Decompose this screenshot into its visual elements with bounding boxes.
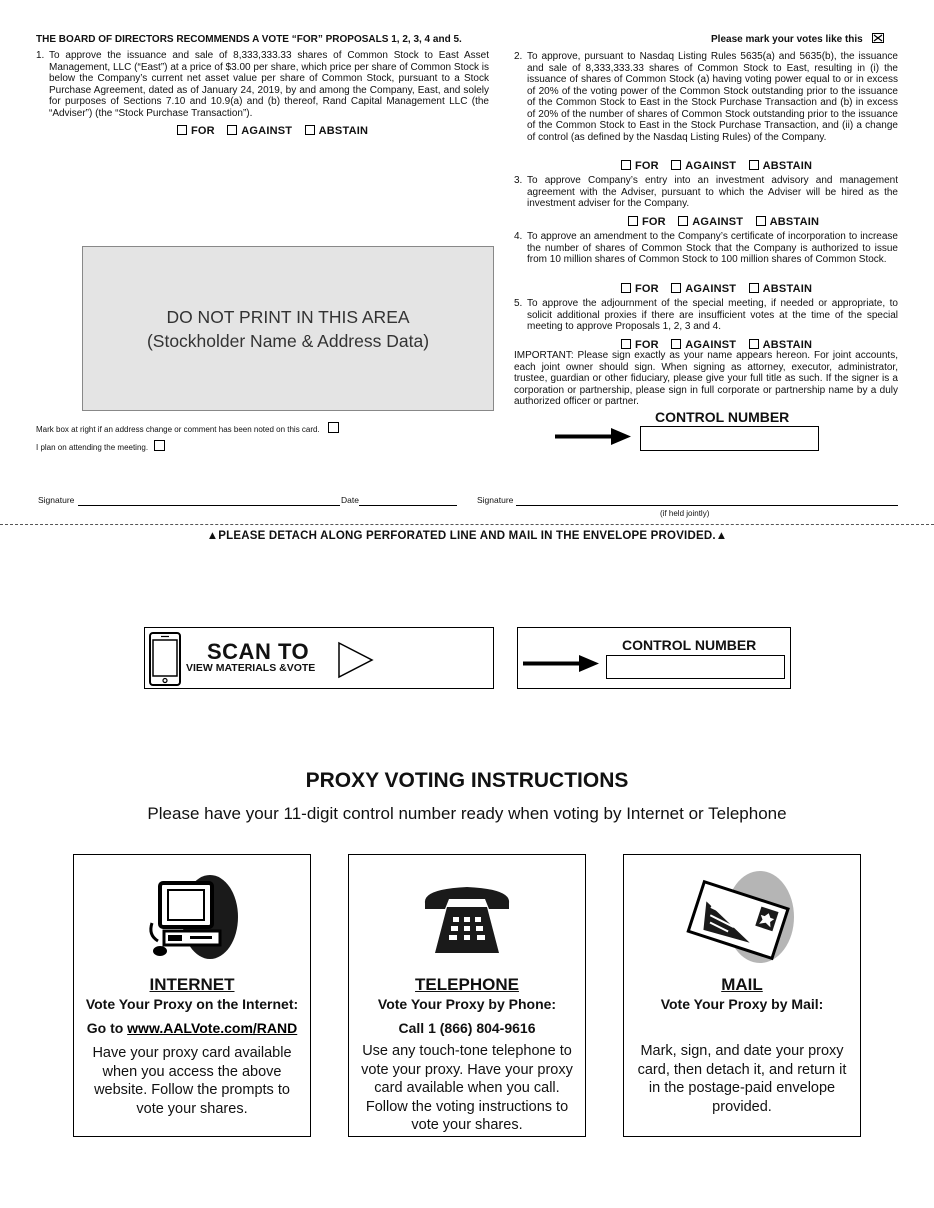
internet-go-to <box>74 1020 310 1036</box>
telephone-method-card <box>348 854 586 1137</box>
date-label: Date <box>341 495 359 505</box>
proposal-3 <box>514 175 898 210</box>
scan-to-label: SCAN TO <box>207 639 310 664</box>
vote-for-checkbox[interactable] <box>621 339 631 349</box>
internet-voting-link[interactable]: www.AALVote.com/RAND <box>127 1020 298 1036</box>
abstain-label: ABSTAIN <box>769 216 820 228</box>
envelope-icon <box>686 869 800 969</box>
proposal-number: 4. <box>514 231 523 242</box>
proposal-4-votes <box>621 279 820 297</box>
control-number-label: CONTROL NUMBER <box>655 409 790 425</box>
abstain-label: ABSTAIN <box>762 339 813 351</box>
view-materials-label: VIEW MATERIALS &VOTE <box>186 662 316 674</box>
address-change-checkbox[interactable] <box>328 422 339 433</box>
vote-against-checkbox[interactable] <box>671 283 681 293</box>
mail-title: MAIL <box>721 975 763 994</box>
against-label: AGAINST <box>241 125 293 137</box>
internet-description: Have your proxy card available when you access the above website. Follow the prompts to vote your shares. <box>92 1045 292 1117</box>
smartphone-icon <box>148 632 182 686</box>
proposal-text: To approve, pursuant to Nasdaq Listing Rules 5635(a) and 5635(b), the issuance and sale of 8,333,333.33 shares of Common Stock to East, resulting in (i) the issuance of shares of Common Stock (a) having voting power equal to or in excess of 20% of the voting power of the Common Stock outstanding prior to the issuance of the Common Stock to East in the Stock Purchase Transaction and (b) in excess of 20% of the number of shares of Common Stock outstanding prior to the issuance of the Common Stock to East in the Stock Purchase Transaction, and (ii) a change of control (as defined by the Nasdaq Listing Rules) of the Company. <box>527 51 898 143</box>
control-number-field[interactable] <box>640 426 819 451</box>
computer-icon <box>146 873 242 965</box>
proxy-voting-instructions-title: PROXY VOTING INSTRUCTIONS <box>305 769 629 792</box>
vote-abstain-checkbox[interactable] <box>305 125 315 135</box>
for-label: FOR <box>191 125 215 137</box>
arrow-right-icon <box>523 655 599 673</box>
proxy-voting-subtitle: Please have your 11-digit control number ready when voting by Internet or Telephone <box>147 804 787 823</box>
proposal-4 <box>514 231 898 266</box>
attend-row <box>36 440 169 452</box>
internet-title: INTERNET <box>149 975 235 994</box>
telephone-icon <box>419 881 515 957</box>
proposal-text: To approve the adjournment of the special meeting, if needed or appropriate, to solicit additional proxies if there are insufficient votes at the time of the special meeting to approve Proposals 1, 2, 3 and 4. <box>527 298 898 332</box>
proposal-text: To approve an amendment to the Company’s certificate of incorporation to increase the number of shares of Common Stock that the Company is authorized to issue from 10 million shares of Common Stock to 100 million shares of Common Stock. <box>527 231 898 265</box>
control-number-field[interactable] <box>606 655 785 679</box>
if-held-jointly-label: (if held jointly) <box>660 509 710 518</box>
control-number-label: CONTROL NUMBER <box>622 637 757 653</box>
abstain-label: ABSTAIN <box>762 160 813 172</box>
vote-for-checkbox[interactable] <box>621 160 631 170</box>
control-number-box <box>517 627 791 689</box>
vote-for-checkbox[interactable] <box>628 216 638 226</box>
mail-description: Mark, sign, and date your proxy card, then detach it, and return it in the postage-paid envelope provided. <box>637 1043 847 1115</box>
joint-signature-line[interactable] <box>516 505 898 506</box>
proposal-3-votes <box>628 212 827 230</box>
play-triangle-icon <box>337 641 375 679</box>
internet-subtitle: Vote Your Proxy on the Internet: <box>85 996 299 1012</box>
vote-against-checkbox[interactable] <box>671 339 681 349</box>
against-label: AGAINST <box>685 160 737 172</box>
checked-box-icon <box>872 33 884 43</box>
proposal-1 <box>36 50 489 119</box>
important-notice: IMPORTANT: Please sign exactly as your name appears hereon. For joint accounts, each joint owner should sign. When signing as attorney, executor, administrator, trustee, guardian or other fiduciary, please give your full title as such. If the signer is a corporation or partnership, please sign in full corporate or partnership name by a duly authorized officer or partner. <box>514 350 898 407</box>
against-label: AGAINST <box>685 339 737 351</box>
abstain-label: ABSTAIN <box>318 125 369 137</box>
internet-method-card <box>73 854 311 1137</box>
proposal-2 <box>514 51 898 143</box>
for-label: FOR <box>635 283 659 295</box>
joint-signature-label: Signature <box>477 495 514 505</box>
address-change-row <box>36 422 343 434</box>
mark-votes-instruction <box>711 33 884 45</box>
detach-instruction: ▲PLEASE DETACH ALONG PERFORATED LINE AND MAIL IN THE ENVELOPE PROVIDED.▲ <box>206 530 728 542</box>
against-label: AGAINST <box>685 283 737 295</box>
vote-against-checkbox[interactable] <box>227 125 237 135</box>
proposal-number: 3. <box>514 175 523 186</box>
do-not-print-label: DO NOT PRINT IN THIS AREA <box>166 307 410 327</box>
telephone-number: Call 1 (866) 804-9616 <box>398 1020 536 1036</box>
for-label: FOR <box>635 339 659 351</box>
signature-label: Signature <box>38 495 75 505</box>
vote-abstain-checkbox[interactable] <box>756 216 766 226</box>
address-data-area <box>82 246 494 411</box>
vote-against-checkbox[interactable] <box>671 160 681 170</box>
address-change-label: Mark box at right if an address change or comment has been noted on this card. <box>36 425 320 434</box>
telephone-subtitle: Vote Your Proxy by Phone: <box>377 996 557 1012</box>
against-label: AGAINST <box>692 216 744 228</box>
attend-label: I plan on attending the meeting. <box>36 443 149 452</box>
arrow-right-icon <box>555 428 631 446</box>
vote-for-checkbox[interactable] <box>177 125 187 135</box>
for-label: FOR <box>635 160 659 172</box>
stockholder-data-label: (Stockholder Name & Address Data) <box>146 331 430 351</box>
attend-meeting-checkbox[interactable] <box>154 440 165 451</box>
telephone-description: Use any touch-tone telephone to vote your proxy. Have your proxy card available when you call. Follow the voting instructions to vote your shares. <box>361 1043 573 1133</box>
mail-method-card <box>623 854 861 1137</box>
abstain-label: ABSTAIN <box>762 283 813 295</box>
scan-qr-box <box>144 627 494 689</box>
vote-for-checkbox[interactable] <box>621 283 631 293</box>
proposal-number: 5. <box>514 298 523 309</box>
vote-abstain-checkbox[interactable] <box>749 160 759 170</box>
proposal-5 <box>514 298 898 333</box>
vote-abstain-checkbox[interactable] <box>749 283 759 293</box>
proposal-number: 1. <box>36 50 45 61</box>
vote-against-checkbox[interactable] <box>678 216 688 226</box>
mark-votes-label: Please mark your votes like this <box>711 34 863 45</box>
for-label: FOR <box>642 216 666 228</box>
mail-subtitle: Vote Your Proxy by Mail: <box>660 996 824 1012</box>
proposal-text: To approve Company’s entry into an investment advisory and management agreement with the Adviser, pursuant to which the Adviser will be hired as the investment adviser for the Company. <box>527 175 898 209</box>
vote-abstain-checkbox[interactable] <box>749 339 759 349</box>
go-to-label: Go to <box>86 1020 124 1036</box>
perforated-line <box>0 524 934 525</box>
proposal-number: 2. <box>514 51 523 62</box>
proposal-2-votes <box>621 156 820 174</box>
proposal-1-votes <box>177 121 376 139</box>
board-recommendation: THE BOARD OF DIRECTORS RECOMMENDS A VOTE “FOR” PROPOSALS 1, 2, 3, 4 and 5. <box>36 34 462 45</box>
telephone-title: TELEPHONE <box>415 975 519 994</box>
date-line[interactable] <box>359 505 457 506</box>
proposal-text: To approve the issuance and sale of 8,333,333.33 shares of Common Stock to East Asset Management, LLC (“East”) at a price of $3.00 per share, which price per share of Common Stock is below the Company’s current net asset value per share of Common Stock, pursuant to a Stock Purchase Agreement, dated as of January 24, 2019, by and among the Company, East, and solely for purposes of Sections 7.10 and 10.9(a) and (b) thereof, Rand Capital Management LLC (the “Adviser”) (the “Stock Purchase Transaction”). <box>49 50 489 119</box>
signature-line[interactable] <box>78 505 340 506</box>
